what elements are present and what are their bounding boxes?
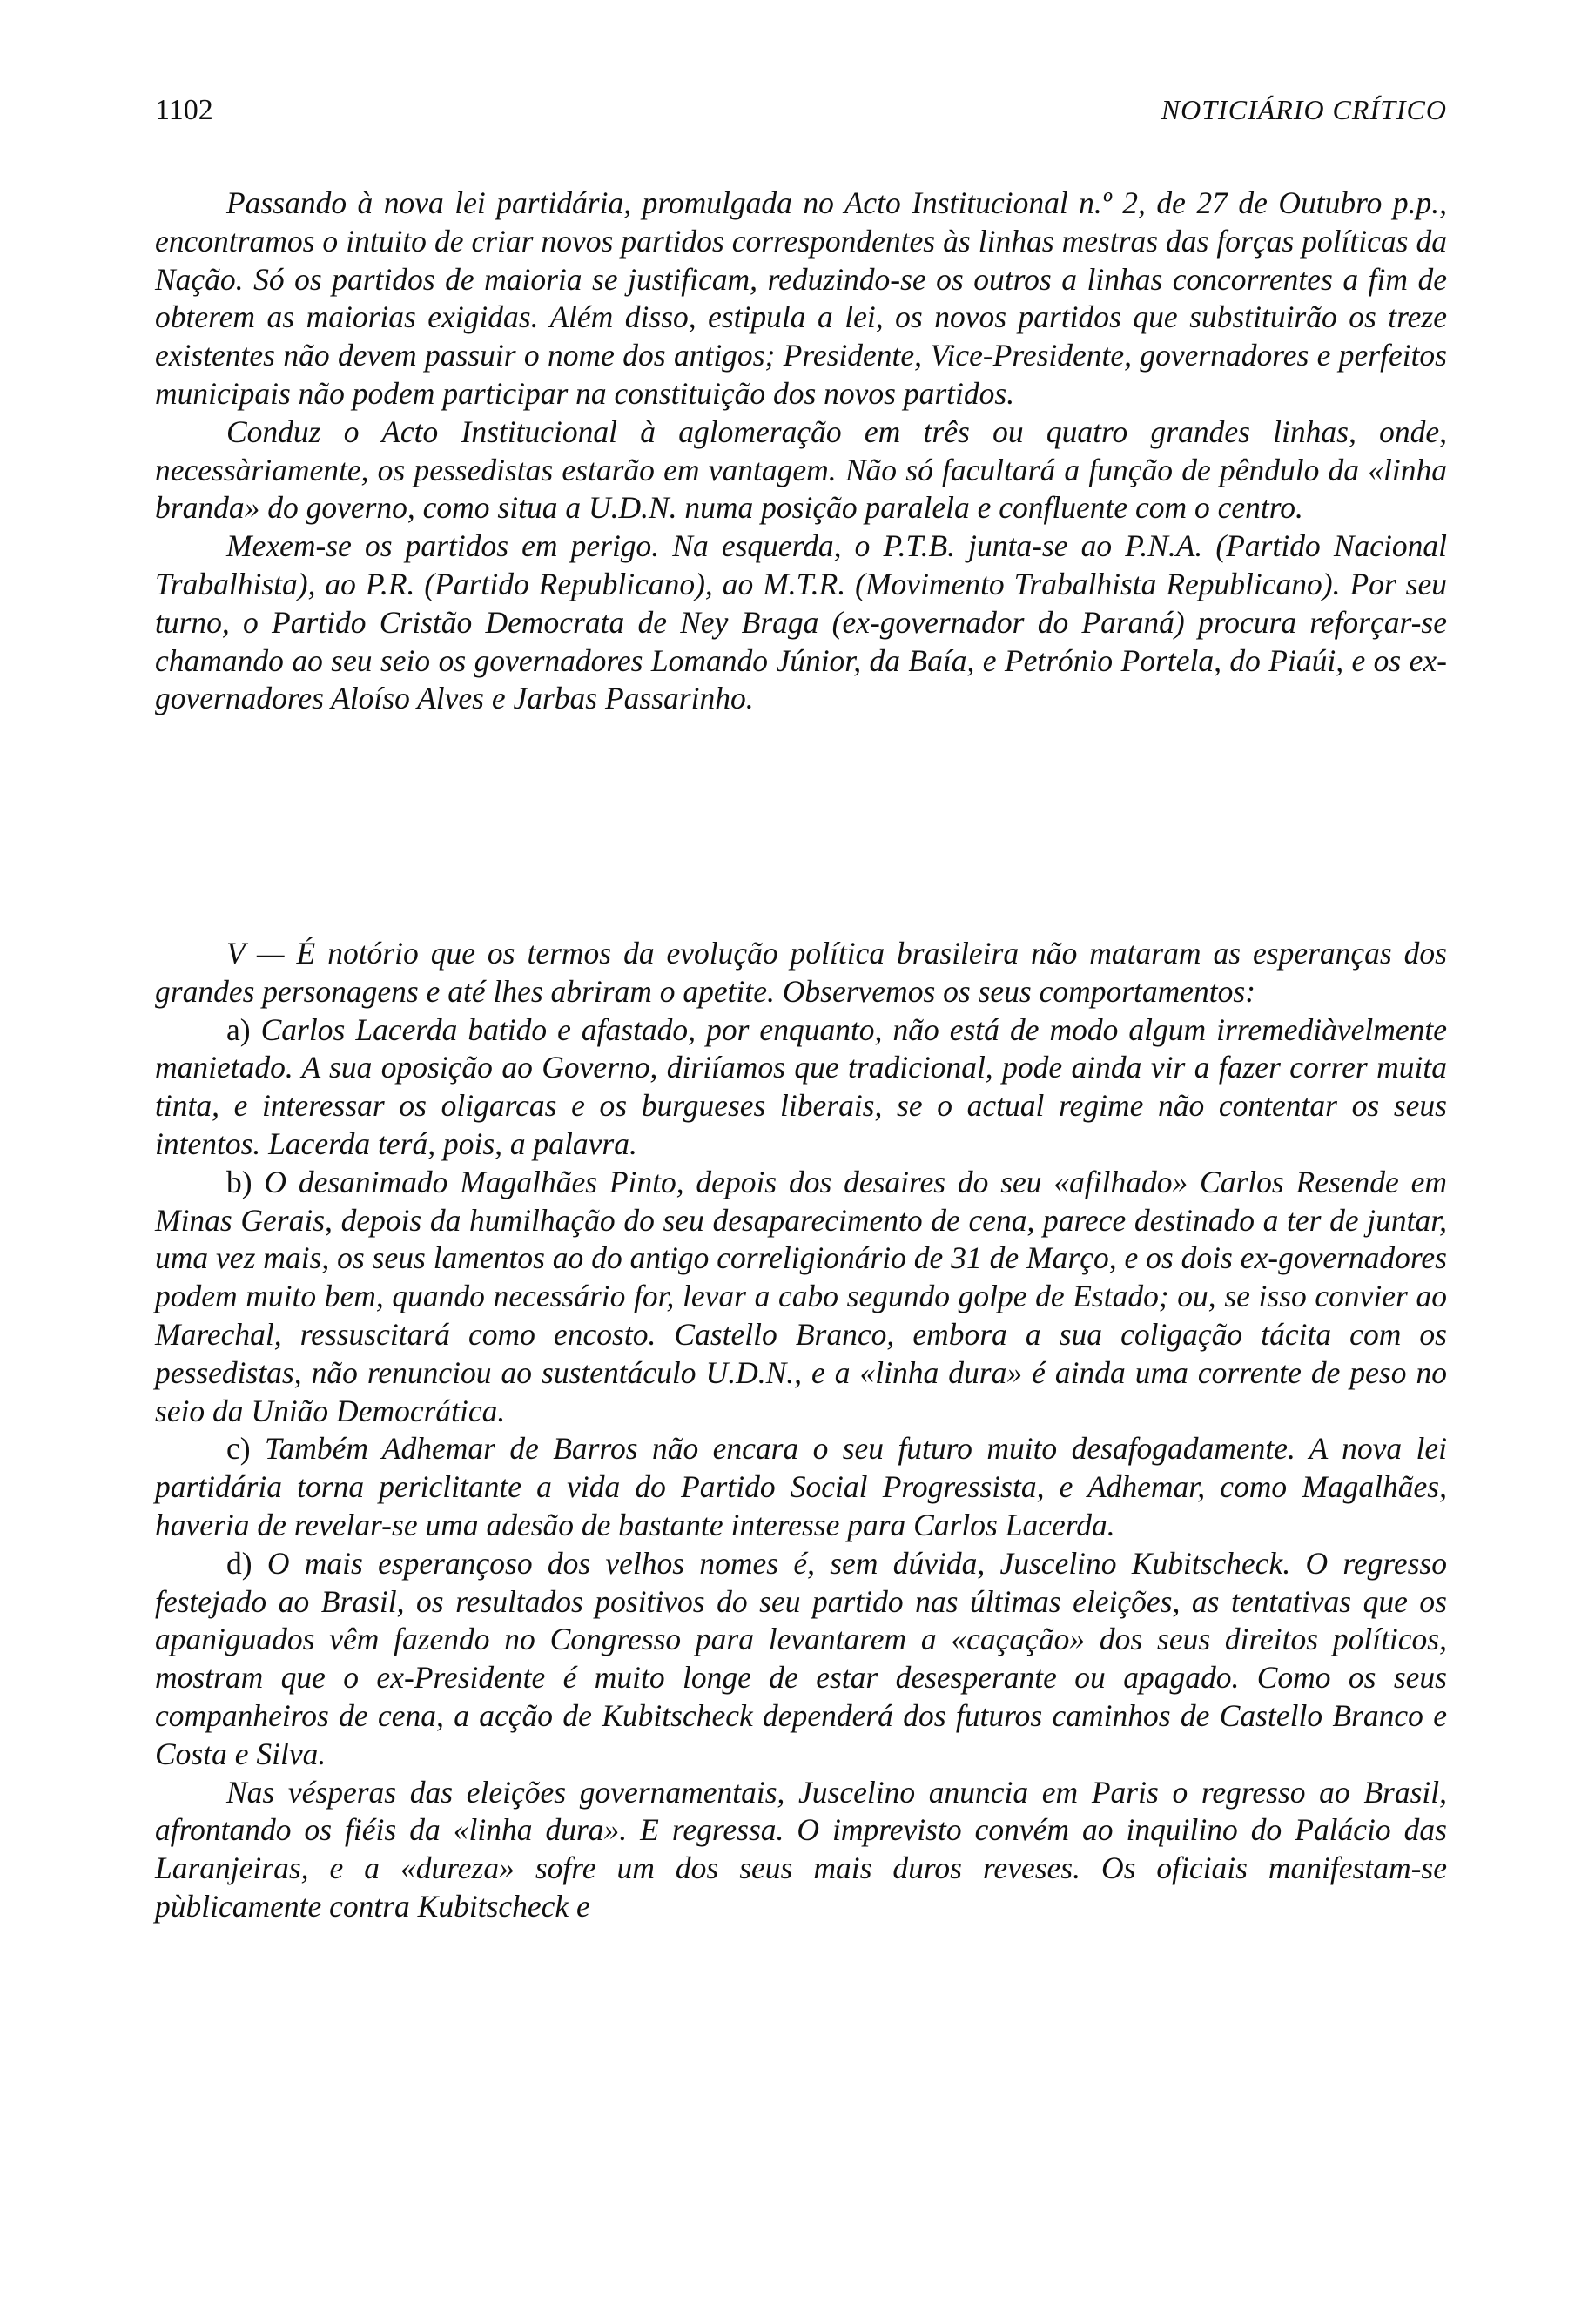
paragraph-parties-in-danger: Mexem-se os partidos em perigo. Na esquerda, o P.T.B. junta-se ao P.N.A. (Partido Nacional Trabalhista), ao P.R. (Partido Republicano), ao M.T.R. (Movimento Trabalhista Republicano). Por seu turno, o Partido Cristão Democrata de Ney Braga (ex-governador do Paraná) procura reforçar-se chamando ao seu seio os governadores Lomando Júnior, da Baía, e Petrónio Portela, do Piaúi, e os ex-governadores Aloíso Alves e Jarbas Passarinho. xyxy=(155,528,1447,716)
list-item-d xyxy=(155,1545,1447,1774)
paragraph-closing: Nas vésperas das eleições governamentais, Juscelino anuncia em Paris o regresso ao Brasil, afrontando os fiéis da «linha dura». E regressa. O imprevisto convém ao inquilino do Palácio das Laranjeiras, e a «dureza» sofre um dos seus mais duros reveses. Os oficiais manifestam-se pùblicamente contra Kubitscheck e xyxy=(155,1774,1447,1924)
list-item-b xyxy=(155,1164,1447,1431)
item-text-a: Carlos Lacerda batido e afastado, por enquanto, não está de modo algum irremediàvelmente manietado. A sua oposição ao Governo, diriíamos que tradicional, pode ainda vir a fazer correr muita tinta, e interessar os oligarcas e os burgueses liberais, se o actual regime não contentar os seus intentos. Lacerda terá, pois, a palavra. xyxy=(155,1011,1447,1161)
item-letter-b: b) xyxy=(226,1164,252,1199)
list-item-c xyxy=(155,1430,1447,1544)
item-text-c: Também Adhemar de Barros não encara o seu futuro muito desafogadamente. A nova lei partidária torna periclitante a vida do Partido Social Progressista, e Adhemar, como Magalhães, haveria de revelar-se uma adesão de bastante interesse para Carlos Lacerda. xyxy=(155,1431,1447,1542)
running-header xyxy=(155,94,1447,146)
list-item-a xyxy=(155,1011,1447,1164)
paragraph-section-v-intro: V — É notório que os termos da evolução política brasileira não mataram as esperanças dos grandes personagens e até lhes abriram o apetite. Observemos os seus comportamentos: xyxy=(155,936,1447,1009)
item-letter-c: c) xyxy=(226,1431,251,1467)
page-number: 1102 xyxy=(155,94,213,126)
section-party-law xyxy=(155,185,1447,718)
running-title: NOTICIÁRIO CRÍTICO xyxy=(1161,94,1447,125)
item-text-b: O desanimado Magalhães Pinto, depois dos desaires do seu «afilhado» Carlos Resende em Minas Gerais, depois da humilhação do seu desaparecimento de cena, parece destinado a ter de juntar, uma vez mais, os seus lamentos ao do antigo correligionário de 31 de Março, e os dois ex-governadores podem muito bem, quando necessário for, levar a cabo segundo golpe de Estado; ou, se isso convier ao Marechal, ressuscitará como encosto. Castello Branco, embora a sua coligação tácita com os pessedistas, não renunciou ao sustentáculo U.D.N., e a «linha dura» é ainda uma corrente de peso no seio da União Democrática. xyxy=(155,1164,1447,1428)
item-text-d: O mais esperançoso dos velhos nomes é, sem dúvida, Juscelino Kubitscheck. O regresso festejado ao Brasil, os resultados positivos do seu partido nas últimas eleições, as tentativas que os apaniguados vêm fazendo no Congresso para levantarem a «caçação» dos seus direitos políticos, mostram que o ex-Presidente é muito longe de estar desesperante ou apagado. Como os seus companheiros de cena, a acção de Kubitscheck dependerá dos futuros caminhos de Castello Branco e Costa e Silva. xyxy=(155,1545,1448,1771)
section-v-personalities xyxy=(155,935,1447,1926)
paragraph-party-law: Passando à nova lei partidária, promulgada no Acto Institucional n.º 2, de 27 de Outubro p.p., encontramos o intuito de criar novos partidos correspondentes às linhas mestras das forças políticas da Nação. Só os partidos de maioria se justificam, reduzindo-se os outros a linhas concorrentes a fim de obterem as maiorias exigidas. Além disso, estipula a lei, os novos partidos que substituirão os treze existentes não devem passuir o nome dos antigos; Presidente, Vice-Presidente, governadores e perfeitos municipais não podem participar na constituição dos novos partidos. xyxy=(155,185,1447,411)
item-letter-d: d) xyxy=(226,1545,252,1581)
paragraph-institutional-act: Conduz o Acto Institucional à aglomeração em três ou quatro grandes linhas, onde, necessàriamente, os pessedistas estarão em vantagem. Não só facultará a função de pêndulo da «linha branda» do governo, como situa a U.D.N. numa posição paralela e confluente com o centro. xyxy=(155,413,1447,526)
item-letter-a: a) xyxy=(226,1011,251,1047)
